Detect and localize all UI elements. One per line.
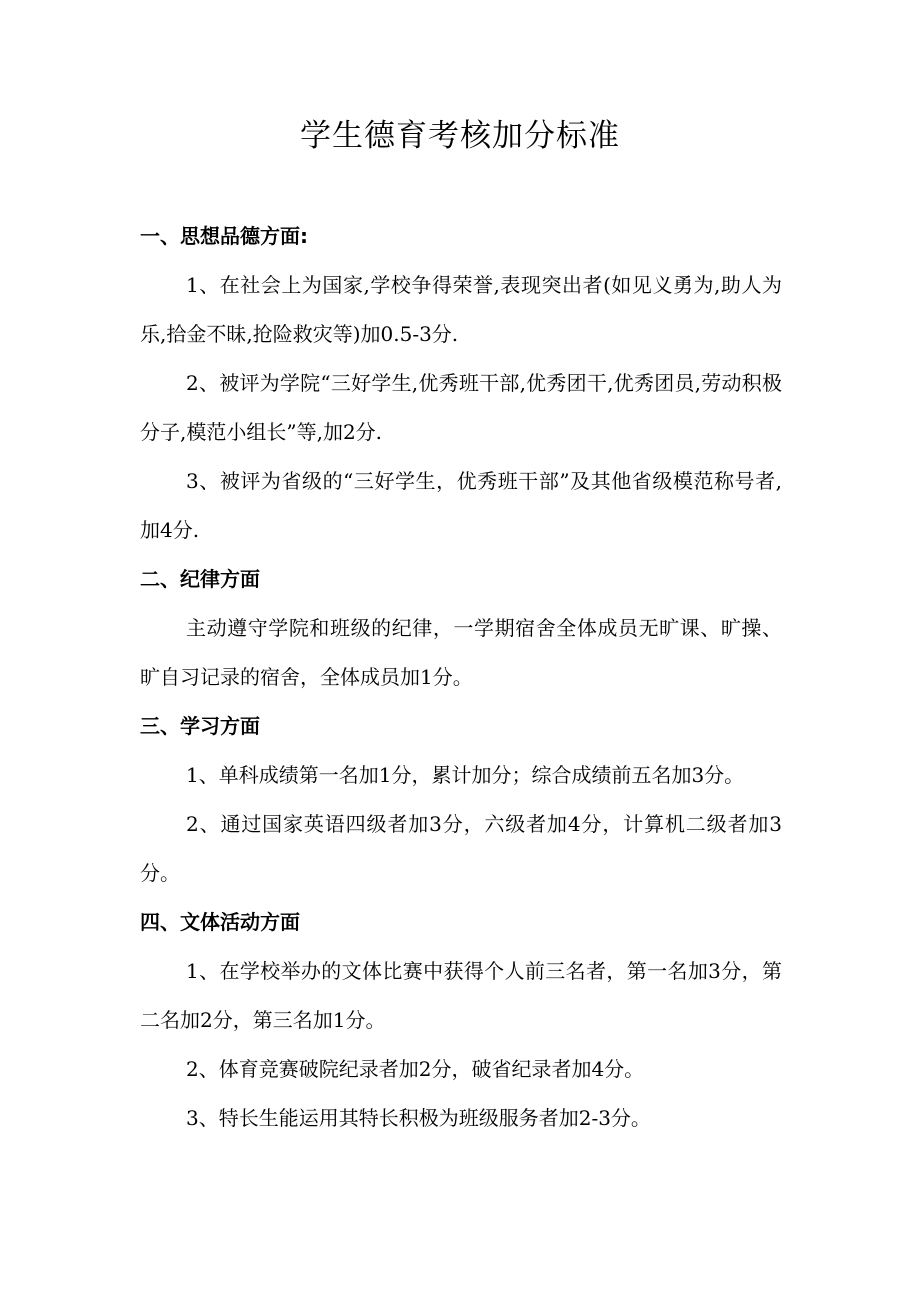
section-sports-arts	[140, 898, 782, 1143]
section-heading: 一、思想品德方面:	[140, 224, 308, 248]
section-study	[140, 702, 782, 898]
section-paragraph: 2、体育竞赛破院纪录者加2分，破省纪录者加4分。	[186, 1057, 645, 1081]
section-moral	[140, 212, 782, 555]
section-paragraph: 1、单科成绩第一名加1分，累计加分；综合成绩前五名加3分。	[186, 763, 745, 787]
section-paragraph: 3、被评为省级的“三好学生，优秀班干部”及其他省级模范称号者,加4分.	[140, 469, 782, 542]
section-paragraph: 1、在社会上为国家,学校争得荣誉,表现突出者(如见义勇为,助人为乐,拾金不昧,抢险救灾等)加0.5-3分.	[140, 273, 782, 346]
section-heading: 三、学习方面	[140, 714, 260, 738]
section-paragraph: 1、在学校举办的文体比赛中获得个人前三名者，第一名加3分，第二名加2分，第三名加1分。	[140, 959, 782, 1032]
section-heading: 二、纪律方面	[140, 567, 260, 591]
section-heading: 四、文体活动方面	[140, 910, 300, 934]
section-paragraph: 2、被评为学院“三好学生,优秀班干部,优秀团干,优秀团员,劳动积极分子,模范小组长”等,加2分.	[140, 371, 782, 444]
section-paragraph: 3、特长生能运用其特长积极为班级服务者加2-3分。	[186, 1106, 651, 1130]
document-body	[140, 212, 782, 1143]
section-paragraph: 2、通过国家英语四级者加3分，六级者加4分，计算机二级者加3分。	[140, 812, 782, 885]
section-discipline	[140, 555, 782, 702]
section-paragraph: 主动遵守学院和班级的纪律，一学期宿舍全体成员无旷课、旷操、旷自习记录的宿舍，全体成员加1分。	[140, 616, 782, 689]
document-title: 学生德育考核加分标准	[300, 118, 620, 154]
